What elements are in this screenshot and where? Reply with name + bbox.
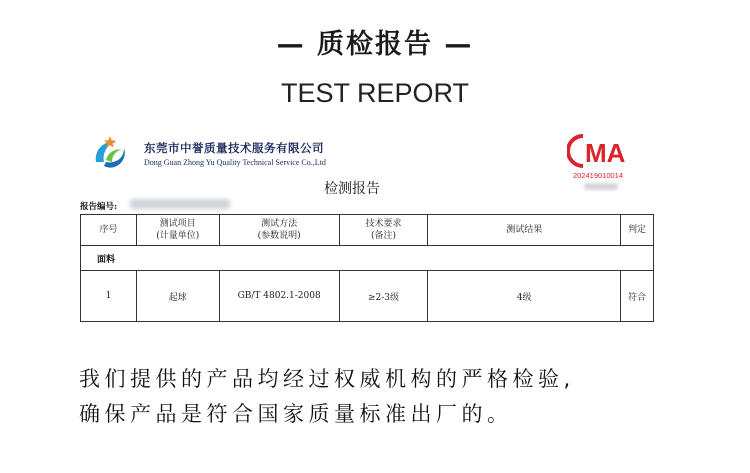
cma-mark-text: MA [585,138,626,168]
blurred-report-number [130,199,230,209]
company-swirl-logo-icon [90,132,132,174]
footer-line-1: 我们提供的产品均经过权威机构的严格检验, [79,367,575,391]
cell-test-method: GB/T 4802.1-2008 [219,271,339,322]
column-header: 技术要求 (备注) [339,215,428,246]
page-subtitle: TEST REPORT [280,78,470,108]
report-number-label: 报告编号: [80,202,118,212]
column-header: 序号 [81,215,137,246]
cell-number: 1 [81,271,137,322]
cell-test-item: 起球 [136,271,219,322]
column-header: 测试项目 (计量单位) [136,215,219,246]
blurred-stamp-text [584,183,618,190]
section-label-fabric: 面料 [81,246,654,271]
test-report-card [78,120,672,325]
cma-certificate-number: 202419010014 [572,171,624,180]
cell-result: 4级 [428,271,621,322]
column-header: 测试方法 (参数说明) [219,215,339,246]
footer-line-2: 确保产品是符合国家质量标准出厂的。 [79,402,513,426]
footer-statement [79,362,575,432]
company-name-english: Dong Guan Zhong Yu Quality Technical Service Co.,Ltd [144,158,326,167]
section-row [81,246,654,271]
company-name-chinese: 东莞市中誉质量技术服务有限公司 [144,141,324,155]
document-title: 检测报告 [324,181,380,197]
cell-requirement: ≥2-3级 [339,271,428,322]
column-header: 测试结果 [428,215,621,246]
table-row [81,271,654,322]
cell-verdict: 符合 [621,271,654,322]
cma-certification-mark [567,132,629,170]
test-results-table [80,214,654,322]
table-header-row [81,215,654,246]
column-header: 判定 [621,215,654,246]
page-title: — 质检报告 — [276,29,474,60]
